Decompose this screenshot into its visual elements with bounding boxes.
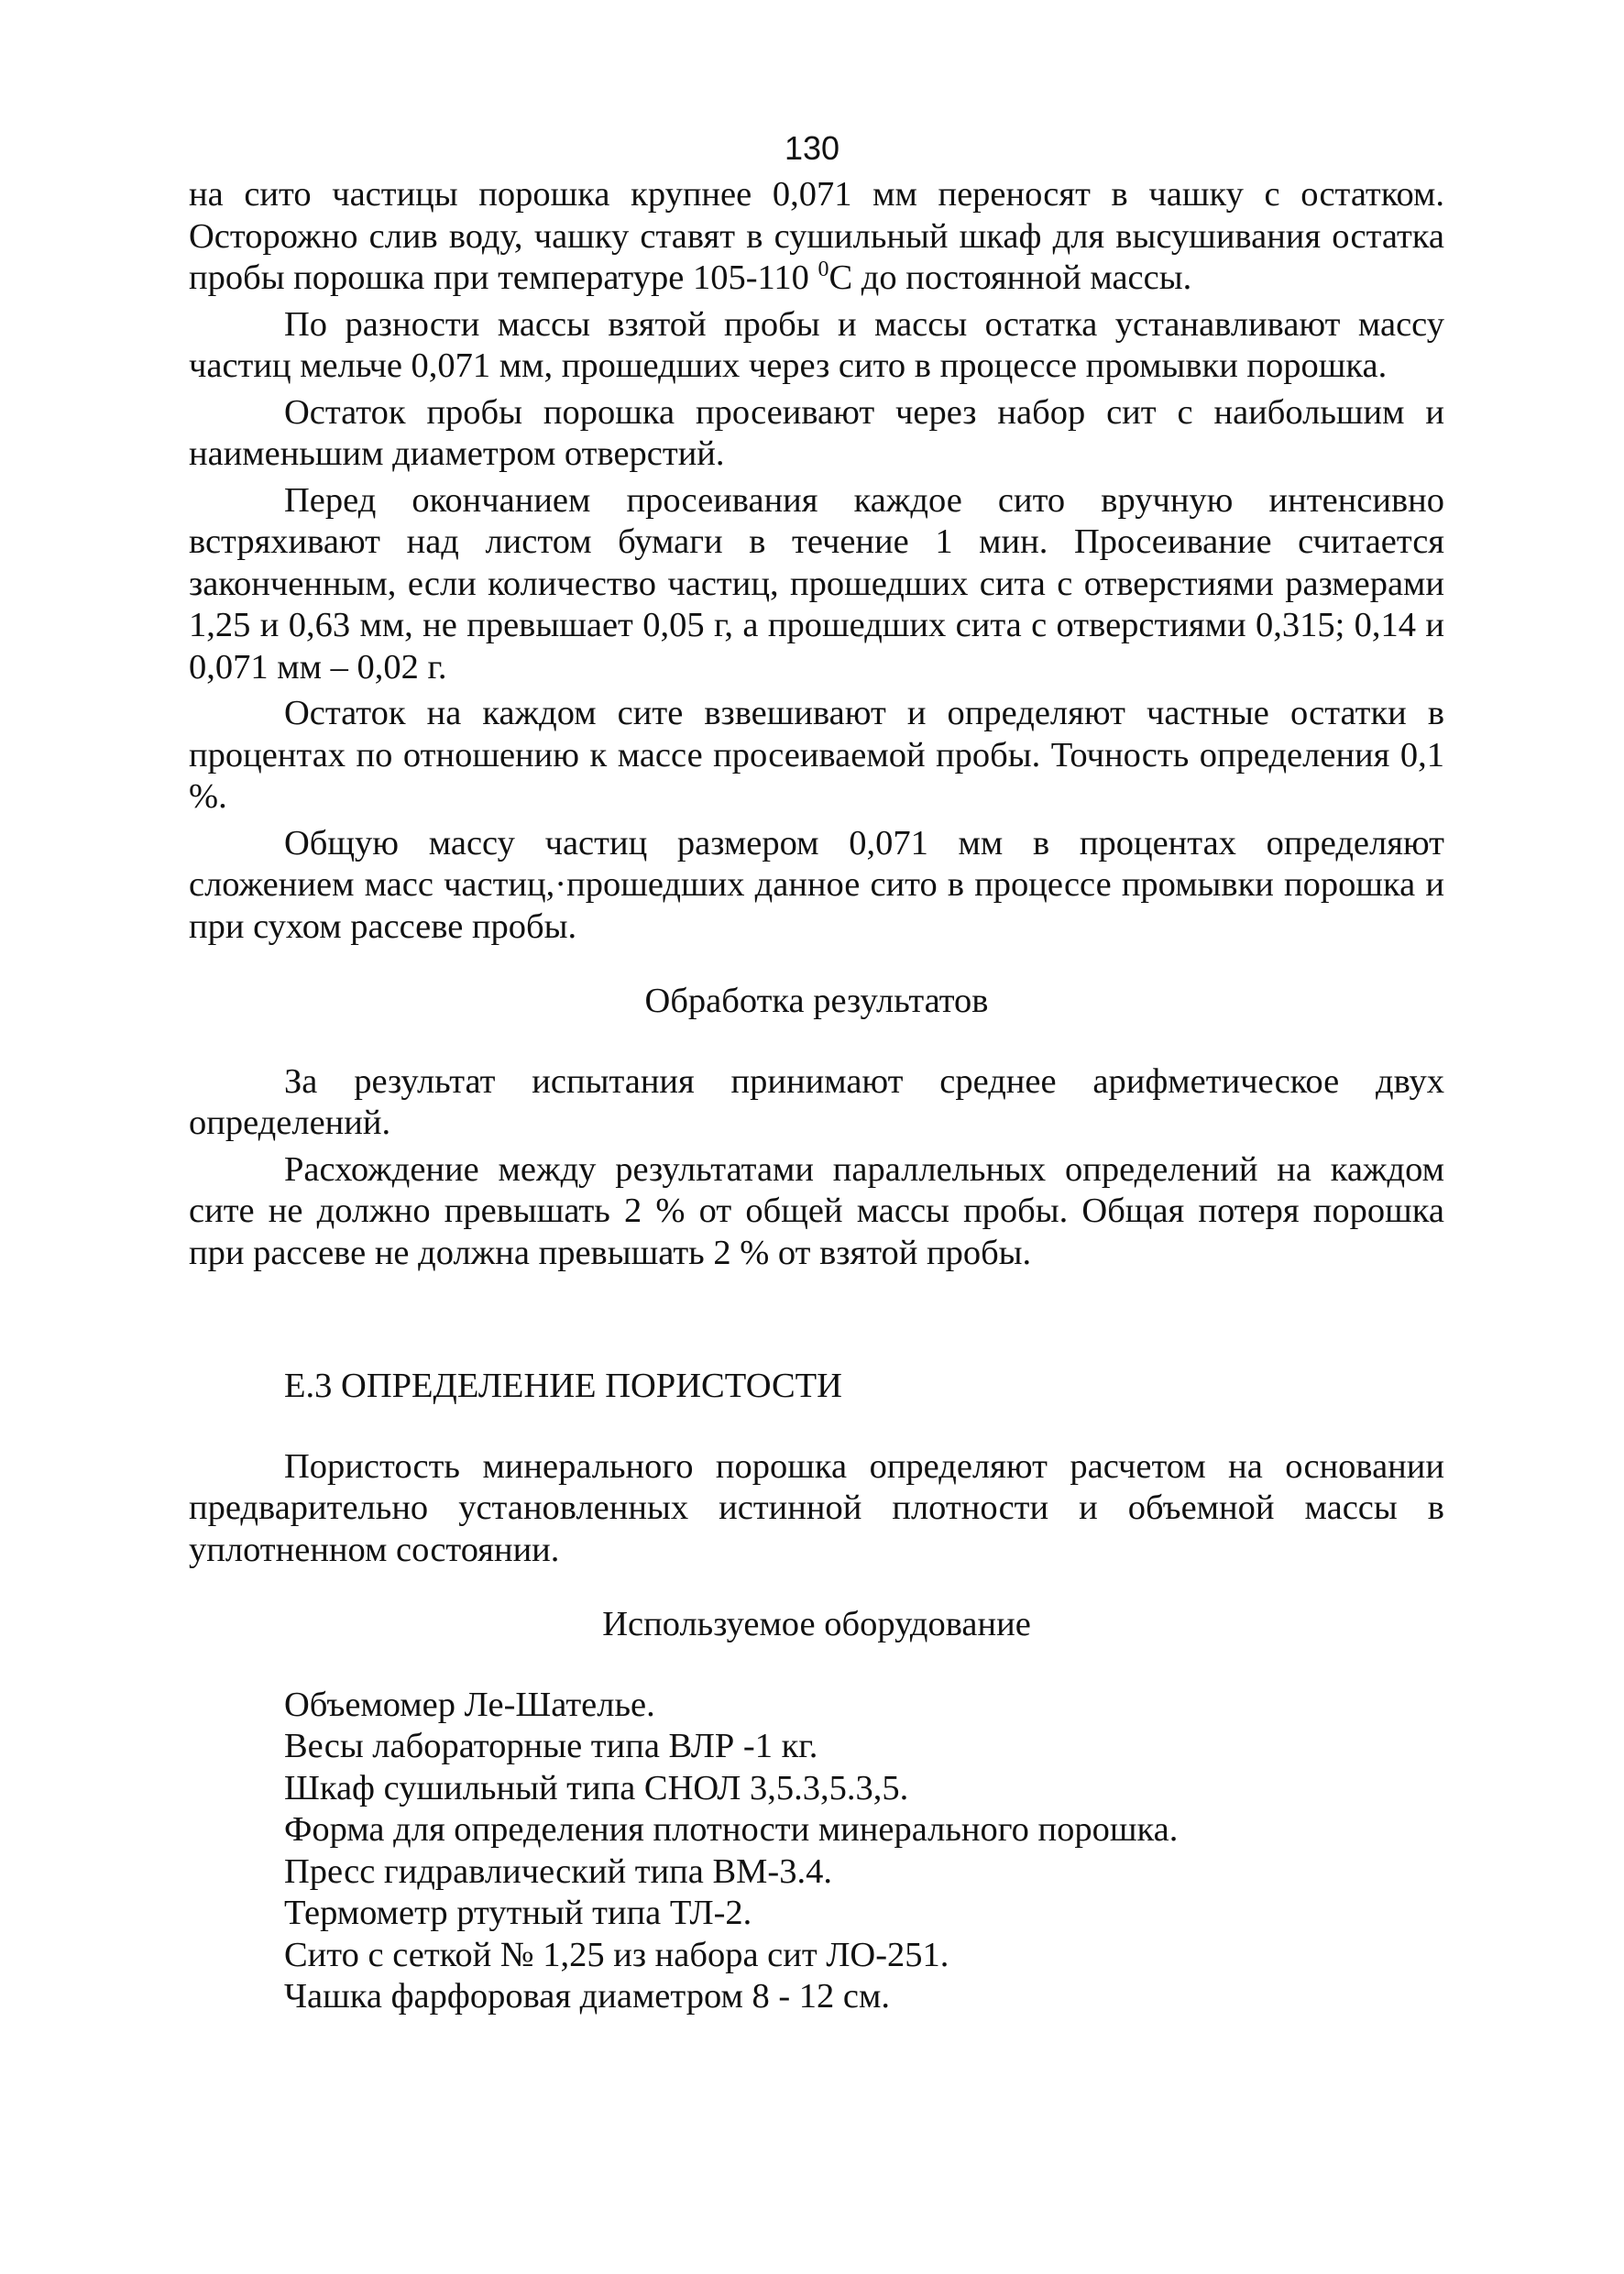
equipment-item: Форма для определения плотности минерального порошка. [284, 1810, 1179, 1849]
equipment-item: Чашка фарфоровая диаметром 8 - 12 см. [284, 1977, 890, 2016]
paragraph-sieve-transfer-end: С до постоянной массы. [828, 258, 1192, 297]
equipment-item: Объемомер Ле-Шателье. [284, 1685, 655, 1724]
paragraph-sieve-transfer-start: на сито частицы порошка крупнее 0,071 мм переносят в чашку с остатком. Осторожно слив воду, чашку ставят в сушильный шкаф для высушивания остатка пробы порошка при температуре 105-110 [189, 175, 1444, 297]
paragraph-fine-particles-mass: По разности массы взятой пробы и массы остатка устанавливают массу частиц мельче 0,071 мм, прошедших через сито в процессе промывки порошка. [189, 304, 1444, 385]
paragraph-residue-weighing: Остаток на каждом сите взвешивают и определяют частные остатки в процентах по отношению к массе просеиваемой пробы. Точность определения 0,1 %. [189, 694, 1444, 816]
document-content [189, 174, 1444, 2018]
equipment-item: Шкаф сушильный типа СНОЛ 3,5.3,5.3,5. [284, 1768, 909, 1807]
paragraph-porosity-calculation: Пористость минерального порошка определяют расчетом на основании предварительно установленных истинной плотности и объемной массы в уплотненном состоянии. [189, 1446, 1444, 1569]
paragraph-total-mass: Общую массу частиц размером 0,071 мм в процентах определяют сложением масс частиц,·прошедших данное сито в процессе промывки порошка и при сухом рассеве пробы. [189, 823, 1444, 946]
degree-symbol: 0 [817, 258, 829, 281]
equipment-item: Пресс гидравлический типа ВМ-3.4. [284, 1851, 832, 1891]
porosity-section-title: Е.3 ОПРЕДЕЛЕНИЕ ПОРИСТОСТИ [284, 1367, 842, 1405]
results-heading: Обработка результатов [644, 982, 989, 1020]
paragraph-sieving-set: Остаток пробы порошка просеивают через набор сит с наибольшим и наименьшим диаметром отверстий. [189, 392, 1444, 473]
paragraph-sieve-transfer [189, 174, 1444, 300]
paragraph-sieving-completion: Перед окончанием просеивания каждое сито вручную интенсивно встряхивают над листом бумаги в течение 1 мин. Просеивание считается законченным, если количество частиц, прошедших сита с отверстиями размерами 1,25 и 0,63 мм, не превышает 0,05 г, а прошедших сита с отверстиями 0,315; 0,14 и 0,071 мм – 0,02 г. [189, 480, 1444, 687]
equipment-item: Термометр ртутный типа ТЛ-2. [284, 1894, 752, 1932]
paragraph-result-average: За результат испытания принимают среднее арифметическое двух определений. [189, 1061, 1444, 1142]
equipment-heading: Используемое оборудование [602, 1605, 1031, 1643]
paragraph-result-deviation: Расхождение между результатами параллельных определений на каждом сите не должно превышать 2 % от общей массы пробы. Общая потеря порошка при рассеве не должна превышать 2 % от взятой пробы. [189, 1149, 1444, 1272]
equipment-item: Весы лабораторные типа ВЛР -1 кг. [284, 1727, 818, 1765]
equipment-list [189, 1685, 1444, 2018]
equipment-item: Сито с сеткой № 1,25 из набора сит ЛО-251. [284, 1935, 949, 1974]
page-number: 130 [784, 129, 840, 167]
